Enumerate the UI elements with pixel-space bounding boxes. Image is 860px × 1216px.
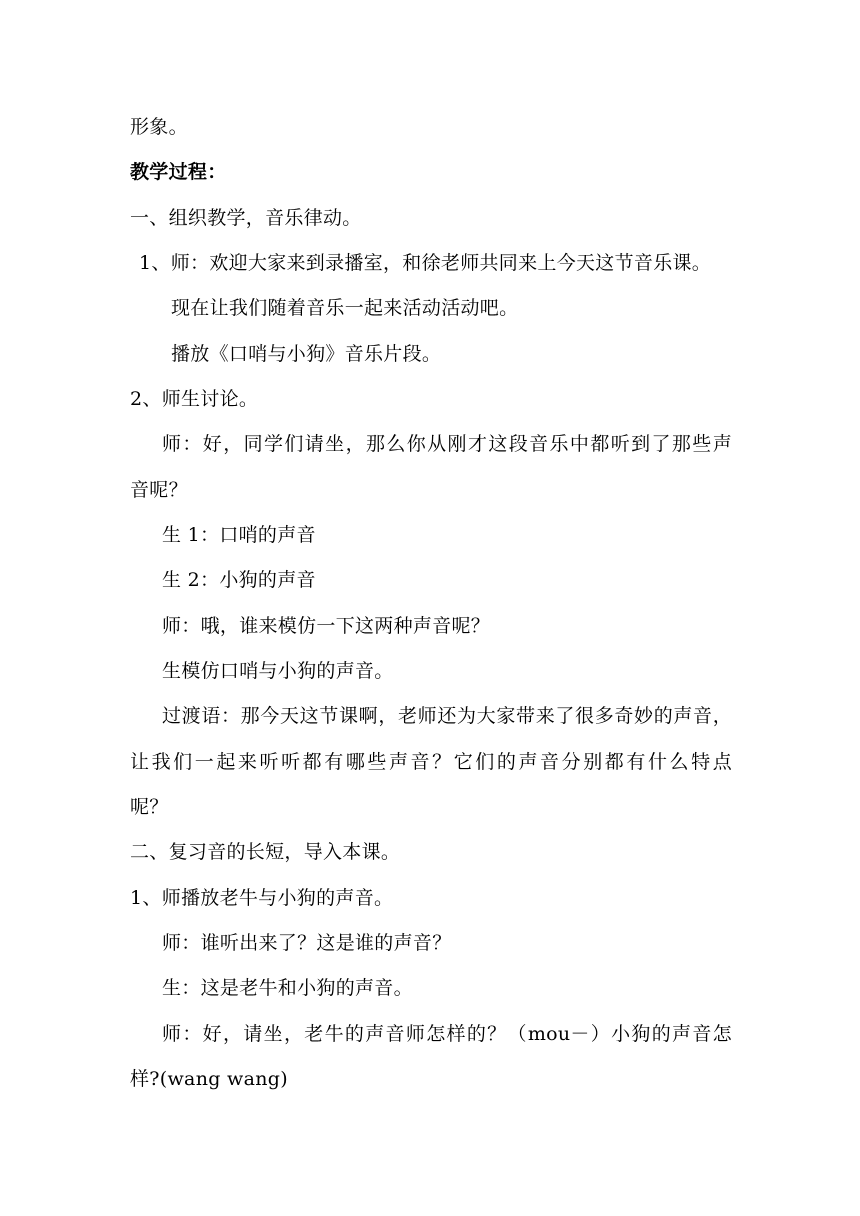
text-line: 师：好，请坐，老牛的声音师怎样的？（mou－）小狗的声音怎: [162, 1023, 732, 1045]
text-line: 2、师生讨论。: [130, 388, 259, 410]
text-line: 播放《口哨与小狗》音乐片段。: [171, 343, 442, 365]
text-line: 形象。: [130, 116, 188, 138]
text-line: 1、师播放老牛与小狗的声音。: [130, 887, 394, 909]
text-line: 呢？: [130, 796, 169, 818]
section-heading: 教学过程：: [130, 161, 227, 183]
section-heading: 二、复习音的长短，导入本课。: [130, 841, 401, 863]
text-line: 师：哦，谁来模仿一下这两种声音呢？: [162, 615, 491, 637]
text-line: 现在让我们随着音乐一起来活动活动吧。: [171, 297, 519, 319]
section-heading: 一、组织教学，音乐律动。: [130, 207, 362, 229]
text-line: 生 1：口哨的声音: [162, 524, 316, 546]
text-line: 生 2：小狗的声音: [162, 569, 316, 591]
text-line: 1、师：欢迎大家来到录播室，和徐老师共同来上今天这节音乐课。: [139, 252, 712, 274]
text-line: 音呢？: [130, 479, 188, 501]
text-line: 样?(wang wang): [130, 1068, 288, 1090]
text-line: 生：这是老牛和小狗的声音。: [162, 977, 413, 999]
text-line: 过渡语：那今天这节课啊，老师还为大家带来了很多奇妙的声音，: [162, 705, 732, 727]
text-line: 让我们一起来听听都有哪些声音？它们的声音分别都有什么特点: [130, 751, 732, 773]
text-line: 师：好，同学们请坐，那么你从刚才这段音乐中都听到了那些声: [162, 433, 732, 455]
text-line: 师：谁听出来了？这是谁的声音？: [162, 932, 452, 954]
text-line: 生模仿口哨与小狗的声音。: [162, 660, 394, 682]
